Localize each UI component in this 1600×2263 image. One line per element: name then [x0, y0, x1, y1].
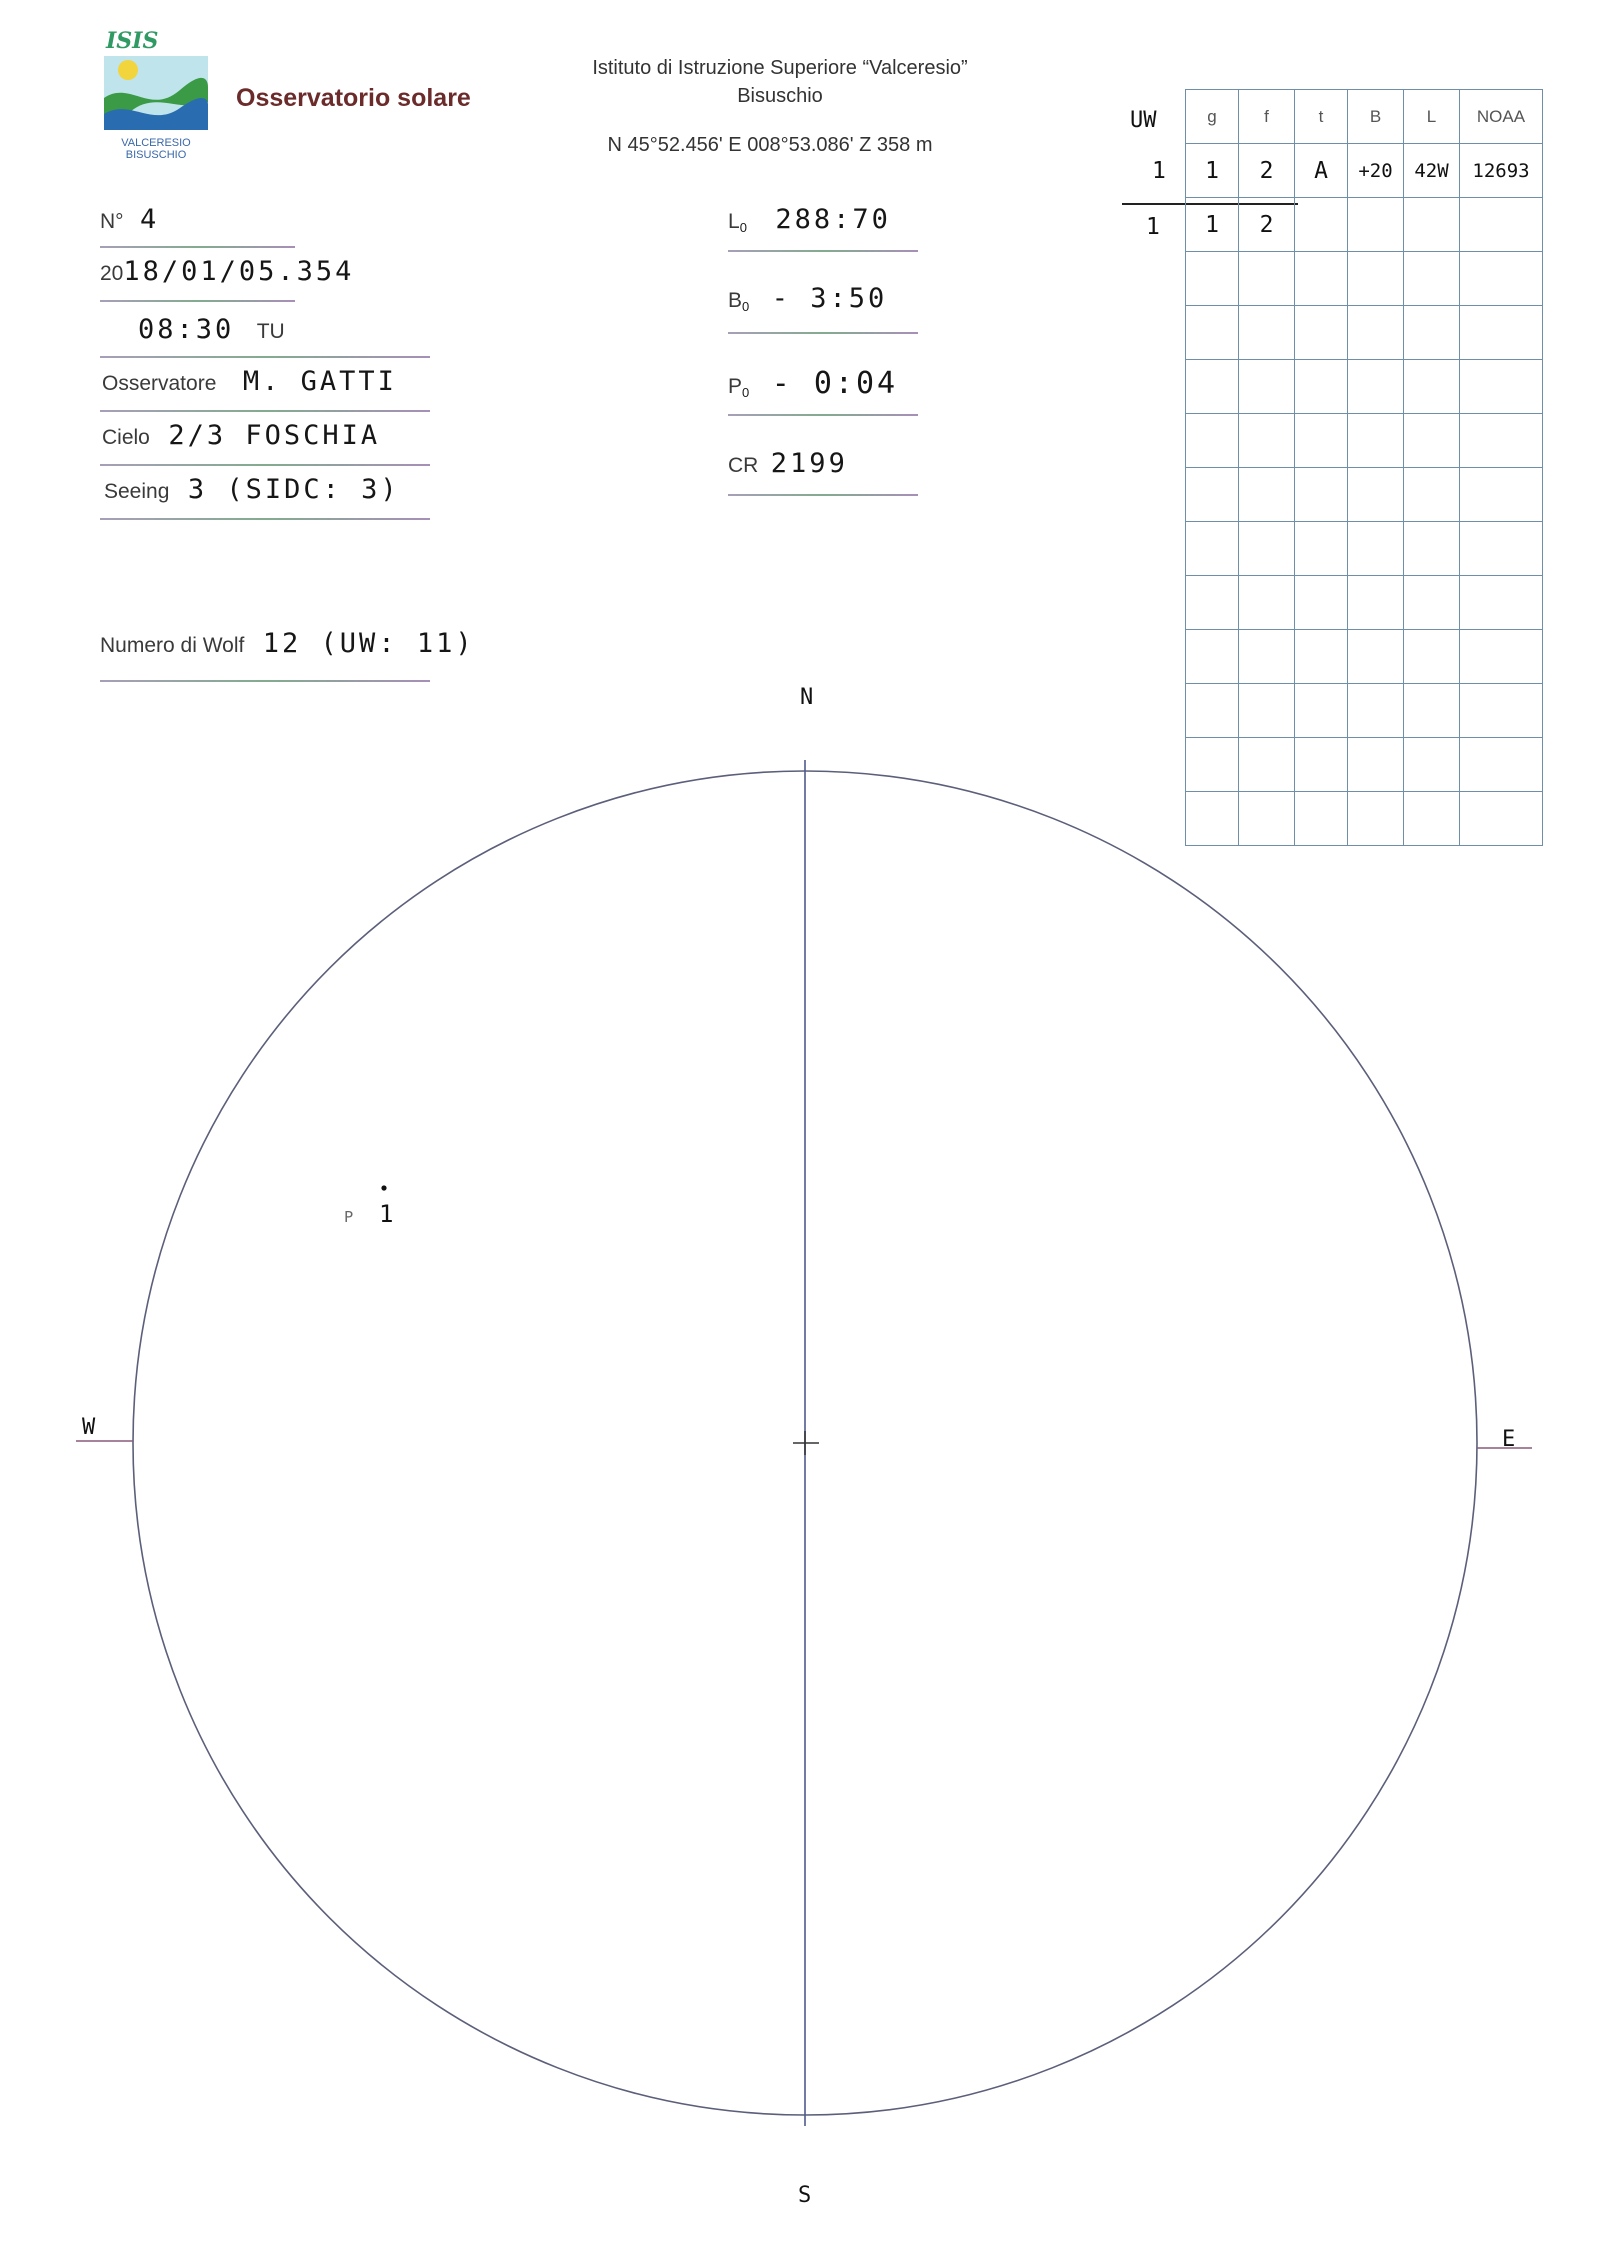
cell-g: 1: [1186, 198, 1239, 252]
L0-sub: 0: [739, 220, 747, 236]
institute-line-2: Bisuschio: [737, 85, 823, 107]
north-label: N: [800, 685, 814, 710]
seeing-value: 3 (SIDC: 3): [187, 474, 400, 505]
CR-label: CR: [728, 454, 759, 477]
sunspot-label-small: P: [344, 1208, 354, 1226]
record-time-value: 08:30: [138, 314, 235, 345]
record-number-label: N°: [100, 210, 124, 233]
west-label: W: [82, 1415, 96, 1440]
observer-value: M. GATTI: [242, 366, 397, 397]
record-date-prefix: 20: [100, 262, 124, 285]
sunspot-dot: [381, 1185, 386, 1190]
logo-text-isis: ISIS: [106, 28, 159, 54]
observatory-coordinates: N 45°52.456' E 008°53.086' Z 358 m: [607, 134, 933, 156]
B0-sub: 0: [742, 299, 750, 315]
header-f: f: [1239, 90, 1295, 144]
sunspot-label: 1: [379, 1200, 394, 1228]
observer-label: Osservatore: [102, 372, 217, 395]
wolf-label: Numero di Wolf: [100, 634, 245, 657]
B0-value: - 3:50: [771, 283, 888, 314]
sky-value: 2/3 FOSCHIA: [168, 420, 381, 451]
record-number-value: 4: [140, 204, 160, 235]
south-label: S: [798, 2183, 812, 2208]
L0-label: L: [728, 210, 740, 233]
east-label: E: [1502, 1427, 1516, 1452]
record-time-unit: TU: [256, 320, 285, 343]
cell-t: A: [1295, 144, 1348, 198]
header-t: t: [1295, 90, 1348, 144]
sky-label: Cielo: [102, 426, 150, 449]
cell-f: 2: [1239, 144, 1295, 198]
header-g: g: [1186, 90, 1239, 144]
B0-label: B: [728, 289, 743, 312]
uw-row-1: 1: [1152, 158, 1166, 184]
P0-sub: 0: [742, 385, 750, 401]
logo-text-valceresio: VALCERESIO: [121, 137, 191, 149]
CR-value: 2199: [770, 448, 848, 479]
header-B: B: [1348, 90, 1404, 144]
record-date-value: 18/01/05.354: [123, 256, 355, 287]
header-L: L: [1404, 90, 1460, 144]
institute-line-1: Istituto di Istruzione Superiore “Valceresio”: [592, 57, 968, 79]
P0-label: P: [728, 375, 743, 398]
observatory-title: Osservatorio solare: [236, 84, 471, 112]
cell-f: 2: [1239, 198, 1295, 252]
cell-L: 42W: [1404, 144, 1460, 198]
wolf-value: 12 (UW: 11): [262, 628, 475, 659]
cell-NOAA: 12693: [1460, 144, 1543, 198]
seeing-label: Seeing: [104, 480, 170, 503]
P0-value: - 0:04: [771, 366, 899, 401]
cell-B: +20: [1348, 144, 1404, 198]
uw-header: UW: [1130, 108, 1157, 133]
L0-value: 288:70: [775, 204, 891, 235]
cell-g: 1: [1186, 144, 1239, 198]
header-NOAA: NOAA: [1460, 90, 1543, 144]
logo-text-bisuschio: BISUSCHIO: [125, 149, 187, 161]
uw-row-2: 1: [1146, 214, 1160, 240]
